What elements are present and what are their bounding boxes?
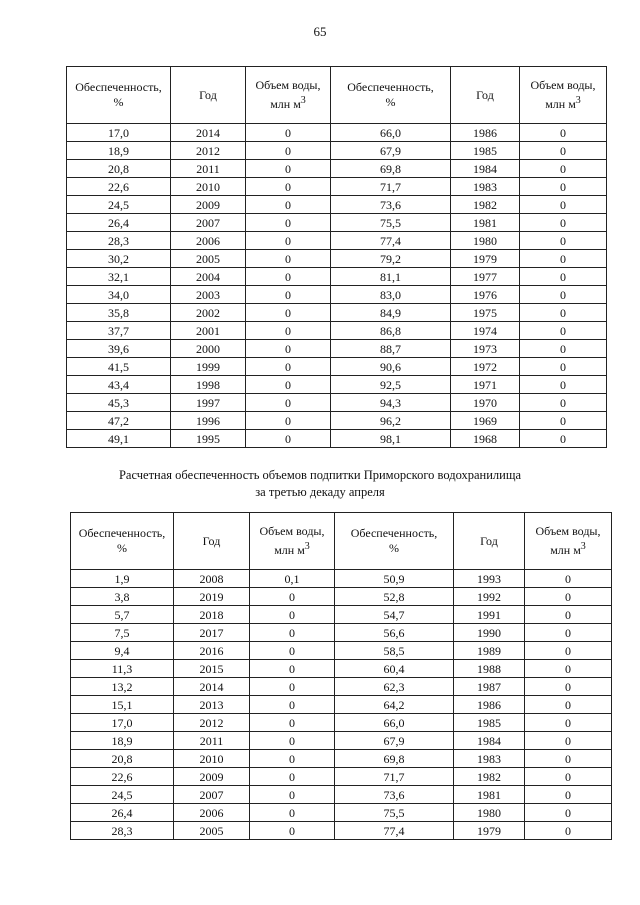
cell-water-volume: 0 [246, 394, 331, 412]
cell-water-volume: 0 [520, 286, 607, 304]
cell-year: 2014 [174, 678, 250, 696]
cell-year: 1986 [451, 124, 520, 142]
cell-year: 2003 [171, 286, 246, 304]
cell-water-volume: 0 [246, 178, 331, 196]
cell-water-volume: 0 [246, 250, 331, 268]
cell-year: 1992 [454, 588, 525, 606]
cell-water-volume: 0 [525, 822, 612, 840]
cell-provision: 17,0 [67, 124, 171, 142]
cell-provision: 26,4 [71, 804, 174, 822]
cell-water-volume: 0 [525, 732, 612, 750]
cell-water-volume: 0 [520, 430, 607, 448]
cell-year: 2002 [171, 304, 246, 322]
cell-water-volume: 0 [246, 124, 331, 142]
header-year: Год [174, 513, 250, 570]
cell-provision: 73,6 [331, 196, 451, 214]
cell-water-volume: 0 [520, 322, 607, 340]
cell-provision: 9,4 [71, 642, 174, 660]
cell-water-volume: 0,1 [250, 570, 335, 588]
cell-provision: 20,8 [71, 750, 174, 768]
cell-year: 1985 [451, 142, 520, 160]
cell-water-volume: 0 [250, 750, 335, 768]
cell-water-volume: 0 [525, 696, 612, 714]
cell-year: 1975 [451, 304, 520, 322]
table-row [71, 642, 612, 660]
table-row [67, 340, 607, 358]
cell-year: 2015 [174, 660, 250, 678]
cell-year: 2007 [174, 786, 250, 804]
table-row [67, 430, 607, 448]
cell-provision: 43,4 [67, 376, 171, 394]
table-row [71, 606, 612, 624]
cell-water-volume: 0 [520, 196, 607, 214]
cell-provision: 18,9 [71, 732, 174, 750]
cell-year: 1993 [454, 570, 525, 588]
cell-water-volume: 0 [520, 178, 607, 196]
table-2-caption [0, 467, 640, 501]
cell-provision: 22,6 [71, 768, 174, 786]
cell-water-volume: 0 [520, 394, 607, 412]
cell-water-volume: 0 [525, 588, 612, 606]
cell-year: 2008 [174, 570, 250, 588]
cell-year: 1980 [451, 232, 520, 250]
table-header-row [67, 67, 607, 124]
cell-year: 2019 [174, 588, 250, 606]
cell-provision: 69,8 [335, 750, 454, 768]
cell-year: 1997 [171, 394, 246, 412]
cell-provision: 3,8 [71, 588, 174, 606]
cell-year: 2018 [174, 606, 250, 624]
cell-provision: 39,6 [67, 340, 171, 358]
cell-provision: 26,4 [67, 214, 171, 232]
table-row [71, 714, 612, 732]
cell-water-volume: 0 [246, 268, 331, 286]
cell-provision: 62,3 [335, 678, 454, 696]
cell-provision: 7,5 [71, 624, 174, 642]
cell-provision: 98,1 [331, 430, 451, 448]
cell-provision: 88,7 [331, 340, 451, 358]
cell-provision: 79,2 [331, 250, 451, 268]
caption-line-2: за третью декаду апреля [255, 485, 385, 499]
cell-year: 2006 [174, 804, 250, 822]
cell-water-volume: 0 [250, 804, 335, 822]
cell-provision: 94,3 [331, 394, 451, 412]
cell-year: 1982 [451, 196, 520, 214]
cell-year: 2013 [174, 696, 250, 714]
cell-water-volume: 0 [250, 732, 335, 750]
cell-provision: 66,0 [331, 124, 451, 142]
table-row [67, 196, 607, 214]
cell-water-volume: 0 [246, 304, 331, 322]
cell-water-volume: 0 [520, 268, 607, 286]
cell-provision: 54,7 [335, 606, 454, 624]
cell-provision: 37,7 [67, 322, 171, 340]
cell-water-volume: 0 [520, 214, 607, 232]
cell-water-volume: 0 [520, 142, 607, 160]
cell-year: 1968 [451, 430, 520, 448]
cell-year: 1979 [451, 250, 520, 268]
table-row [67, 322, 607, 340]
table-row [71, 588, 612, 606]
cell-year: 1974 [451, 322, 520, 340]
cell-provision: 13,2 [71, 678, 174, 696]
table-row [71, 678, 612, 696]
table-row [67, 286, 607, 304]
cell-provision: 71,7 [331, 178, 451, 196]
table-row [71, 768, 612, 786]
cell-provision: 92,5 [331, 376, 451, 394]
cell-provision: 86,8 [331, 322, 451, 340]
cell-water-volume: 0 [250, 642, 335, 660]
cell-year: 1990 [454, 624, 525, 642]
cell-provision: 67,9 [331, 142, 451, 160]
cell-provision: 11,3 [71, 660, 174, 678]
table-row [71, 732, 612, 750]
cell-year: 1983 [451, 178, 520, 196]
cell-year: 1976 [451, 286, 520, 304]
cell-year: 2009 [174, 768, 250, 786]
cell-year: 1979 [454, 822, 525, 840]
cell-provision: 67,9 [335, 732, 454, 750]
cell-provision: 35,8 [67, 304, 171, 322]
cell-provision: 75,5 [335, 804, 454, 822]
cell-provision: 83,0 [331, 286, 451, 304]
cell-water-volume: 0 [250, 678, 335, 696]
cell-year: 1977 [451, 268, 520, 286]
cell-water-volume: 0 [525, 768, 612, 786]
table-row [67, 160, 607, 178]
header-year: Год [454, 513, 525, 570]
cell-provision: 24,5 [71, 786, 174, 804]
cell-water-volume: 0 [525, 606, 612, 624]
cell-provision: 96,2 [331, 412, 451, 430]
table-row [67, 304, 607, 322]
cell-year: 1999 [171, 358, 246, 376]
table-row [67, 376, 607, 394]
cell-provision: 84,9 [331, 304, 451, 322]
cell-year: 2012 [171, 142, 246, 160]
provision-table-1 [66, 66, 607, 448]
cell-provision: 71,7 [335, 768, 454, 786]
table-row [67, 124, 607, 142]
cell-year: 1996 [171, 412, 246, 430]
cell-year: 2001 [171, 322, 246, 340]
cell-year: 1973 [451, 340, 520, 358]
cell-water-volume: 0 [246, 358, 331, 376]
cell-year: 1984 [451, 160, 520, 178]
cell-year: 2011 [171, 160, 246, 178]
cell-water-volume: 0 [525, 642, 612, 660]
page-number: 65 [313, 24, 327, 39]
cell-water-volume: 0 [520, 232, 607, 250]
cell-provision: 17,0 [71, 714, 174, 732]
cell-provision: 56,6 [335, 624, 454, 642]
cell-year: 1986 [454, 696, 525, 714]
cell-year: 2016 [174, 642, 250, 660]
cell-provision: 45,3 [67, 394, 171, 412]
cell-provision: 28,3 [67, 232, 171, 250]
header-provision: Обеспеченность, % [71, 513, 174, 570]
cell-year: 1984 [454, 732, 525, 750]
cell-year: 1991 [454, 606, 525, 624]
cell-year: 1989 [454, 642, 525, 660]
table-row [67, 394, 607, 412]
cell-water-volume: 0 [520, 160, 607, 178]
cell-water-volume: 0 [246, 340, 331, 358]
table-row [71, 786, 612, 804]
cell-provision: 15,1 [71, 696, 174, 714]
cell-water-volume: 0 [250, 786, 335, 804]
cell-water-volume: 0 [520, 376, 607, 394]
header-year: Год [171, 67, 246, 124]
table-row [67, 178, 607, 196]
cell-year: 1988 [454, 660, 525, 678]
cell-water-volume: 0 [246, 322, 331, 340]
cell-year: 2004 [171, 268, 246, 286]
cell-provision: 60,4 [335, 660, 454, 678]
header-provision: Обеспеченность, % [331, 67, 451, 124]
header-provision: Обеспеченность, % [67, 67, 171, 124]
cell-provision: 41,5 [67, 358, 171, 376]
table-row [71, 624, 612, 642]
cell-water-volume: 0 [250, 696, 335, 714]
cell-provision: 49,1 [67, 430, 171, 448]
table-row [67, 268, 607, 286]
header-water-volume: Объем воды, млн $м^3$ [246, 67, 331, 124]
cell-water-volume: 0 [525, 750, 612, 768]
cell-year: 2007 [171, 214, 246, 232]
cell-provision: 52,8 [335, 588, 454, 606]
header-water-volume: Объем воды, млн $м^3$ [520, 67, 607, 124]
cell-provision: 5,7 [71, 606, 174, 624]
table-row [71, 750, 612, 768]
cell-year: 2005 [174, 822, 250, 840]
table-row [71, 822, 612, 840]
cell-water-volume: 0 [246, 286, 331, 304]
table-row [67, 142, 607, 160]
cell-year: 1983 [454, 750, 525, 768]
cell-provision: 69,8 [331, 160, 451, 178]
cell-provision: 28,3 [71, 822, 174, 840]
cell-provision: 73,6 [335, 786, 454, 804]
cell-water-volume: 0 [525, 660, 612, 678]
cell-provision: 77,4 [331, 232, 451, 250]
table-row [67, 232, 607, 250]
table-row [67, 412, 607, 430]
cell-year: 2012 [174, 714, 250, 732]
cell-provision: 1,9 [71, 570, 174, 588]
cell-water-volume: 0 [246, 196, 331, 214]
table-row [67, 250, 607, 268]
cell-water-volume: 0 [520, 412, 607, 430]
cell-year: 1970 [451, 394, 520, 412]
cell-provision: 77,4 [335, 822, 454, 840]
cell-year: 1969 [451, 412, 520, 430]
table-row [71, 570, 612, 588]
cell-water-volume: 0 [520, 358, 607, 376]
cell-year: 1995 [171, 430, 246, 448]
cell-water-volume: 0 [525, 570, 612, 588]
cell-year: 2000 [171, 340, 246, 358]
cell-water-volume: 0 [525, 804, 612, 822]
cell-year: 1981 [451, 214, 520, 232]
cell-water-volume: 0 [250, 624, 335, 642]
cell-year: 2009 [171, 196, 246, 214]
cell-year: 2010 [174, 750, 250, 768]
table-row [67, 214, 607, 232]
table-row [71, 660, 612, 678]
cell-year: 1980 [454, 804, 525, 822]
cell-provision: 24,5 [67, 196, 171, 214]
cell-year: 1981 [454, 786, 525, 804]
cell-water-volume: 0 [250, 768, 335, 786]
cell-year: 1987 [454, 678, 525, 696]
cell-water-volume: 0 [525, 714, 612, 732]
cell-water-volume: 0 [520, 340, 607, 358]
cell-water-volume: 0 [250, 606, 335, 624]
cell-provision: 34,0 [67, 286, 171, 304]
cell-year: 1971 [451, 376, 520, 394]
cell-provision: 22,6 [67, 178, 171, 196]
provision-table-2 [70, 512, 612, 840]
header-year: Год [451, 67, 520, 124]
cell-year: 1972 [451, 358, 520, 376]
cell-water-volume: 0 [246, 160, 331, 178]
cell-water-volume: 0 [520, 304, 607, 322]
cell-year: 1985 [454, 714, 525, 732]
cell-year: 2017 [174, 624, 250, 642]
header-water-volume: Объем воды, млн $м^3$ [250, 513, 335, 570]
cell-year: 1982 [454, 768, 525, 786]
header-provision: Обеспеченность, % [335, 513, 454, 570]
cell-provision: 75,5 [331, 214, 451, 232]
cell-water-volume: 0 [246, 412, 331, 430]
cell-water-volume: 0 [525, 624, 612, 642]
cell-provision: 30,2 [67, 250, 171, 268]
cell-water-volume: 0 [250, 822, 335, 840]
table-row [67, 358, 607, 376]
cell-year: 2010 [171, 178, 246, 196]
cell-provision: 20,8 [67, 160, 171, 178]
table-row [71, 804, 612, 822]
cell-provision: 50,9 [335, 570, 454, 588]
cell-water-volume: 0 [525, 678, 612, 696]
cell-provision: 64,2 [335, 696, 454, 714]
cell-provision: 32,1 [67, 268, 171, 286]
cell-provision: 18,9 [67, 142, 171, 160]
table-row [71, 696, 612, 714]
cell-provision: 81,1 [331, 268, 451, 286]
cell-water-volume: 0 [246, 214, 331, 232]
cell-water-volume: 0 [250, 588, 335, 606]
cell-provision: 58,5 [335, 642, 454, 660]
cell-year: 2011 [174, 732, 250, 750]
cell-year: 2006 [171, 232, 246, 250]
cell-year: 2014 [171, 124, 246, 142]
cell-water-volume: 0 [246, 376, 331, 394]
table-header-row [71, 513, 612, 570]
header-water-volume: Объем воды, млн $м^3$ [525, 513, 612, 570]
caption-line-1: Расчетная обеспеченность объемов подпитки Приморского водохранилища [118, 468, 522, 482]
cell-water-volume: 0 [246, 142, 331, 160]
cell-water-volume: 0 [520, 250, 607, 268]
cell-water-volume: 0 [250, 714, 335, 732]
cell-water-volume: 0 [246, 232, 331, 250]
cell-year: 2005 [171, 250, 246, 268]
cell-water-volume: 0 [525, 786, 612, 804]
cell-provision: 66,0 [335, 714, 454, 732]
cell-water-volume: 0 [520, 124, 607, 142]
cell-water-volume: 0 [250, 660, 335, 678]
cell-provision: 47,2 [67, 412, 171, 430]
cell-water-volume: 0 [246, 430, 331, 448]
cell-year: 1998 [171, 376, 246, 394]
cell-provision: 90,6 [331, 358, 451, 376]
